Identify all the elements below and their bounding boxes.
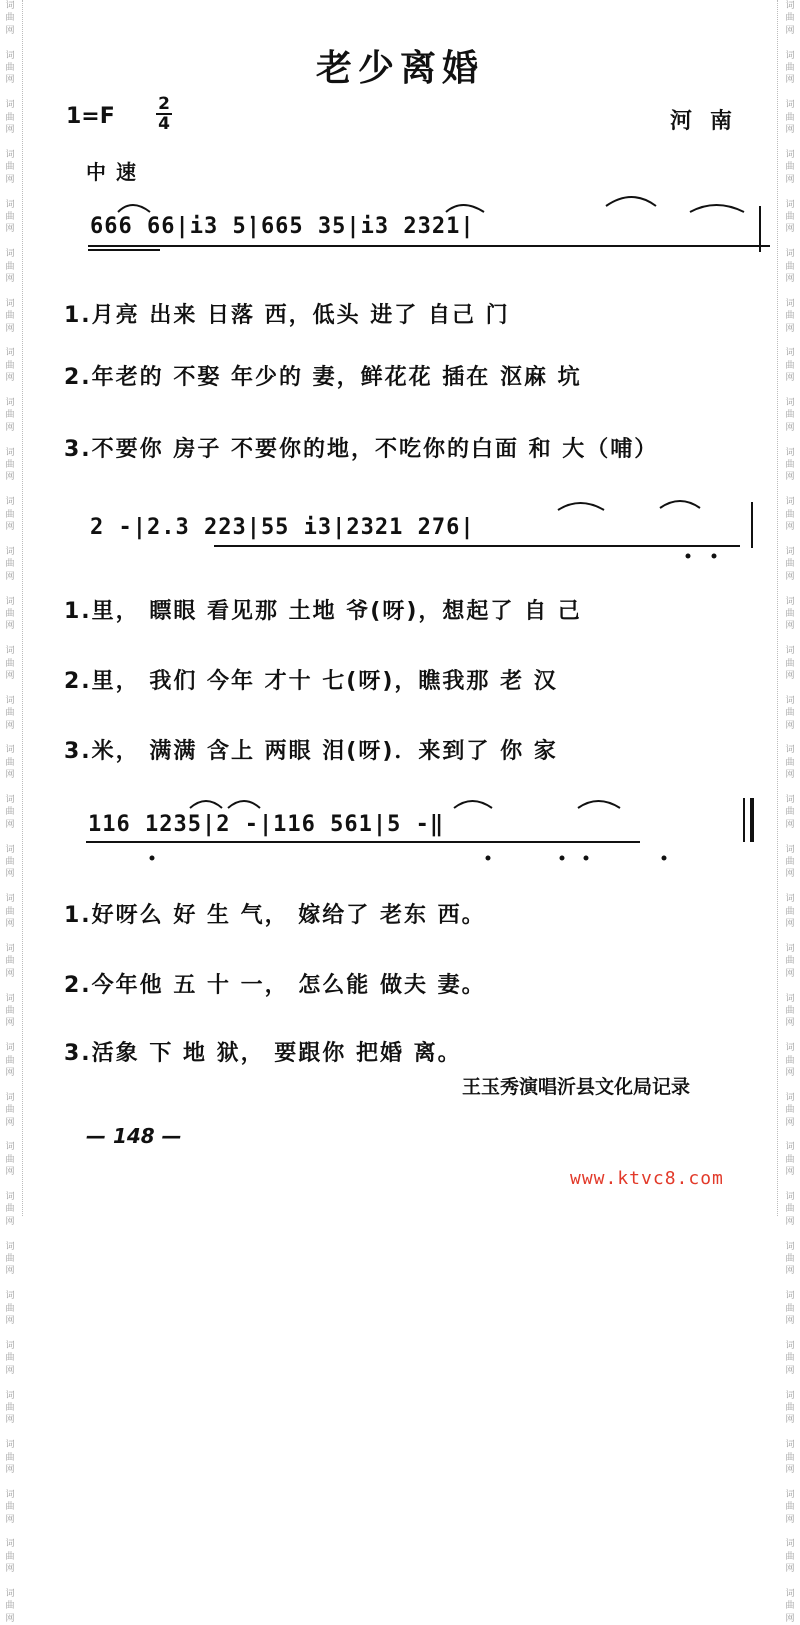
song-title: 老少离婚: [315, 48, 484, 89]
slur: [118, 205, 150, 212]
lyric-line: 1.月亮 出来 日落 西，低头 进了 自己 门: [64, 303, 510, 328]
tempo-marking: 中速: [86, 160, 146, 184]
key-signature: 1=F: [66, 104, 115, 129]
time-signature-bottom: 4: [158, 114, 170, 134]
low-octave-dot: [486, 856, 491, 861]
slur: [578, 801, 620, 808]
slur: [690, 205, 744, 212]
low-octave-dot: [150, 856, 155, 861]
lyric-line: 2.里， 我们 今年 才十 七(呀)，瞧我那 老 汉: [64, 669, 558, 694]
slur: [660, 501, 700, 508]
notation-row-3: 116 1235|2 -|116 561|5 -‖: [88, 812, 445, 837]
slur: [558, 503, 604, 510]
side-watermark-right: 词 曲 网 词 曲 网 词 曲 网 词 曲 网 词 曲 网 词 曲 网 词 曲 网 词 曲 网 词 曲 网 词 曲 网 词 曲 网 词 曲 网 词 曲 网 词 曲 网 词 曲 网 词 曲 网 词 曲 网 词 曲 网 词 曲 网 词 曲 网 词 曲 网 词 曲 网 词 曲 网 词 曲 网 词 曲 网 词 曲 网 词 曲 网 词 曲 网 词 曲 网 词 曲 网 词 曲 网 词 曲 网 词 曲 网: [785, 1, 795, 1624]
lyric-line: 3.不要你 房子 不要你的地，不吃你的白面 和 大（哺）: [64, 437, 659, 462]
lyric-line: 2.年老的 不娶 年少的 妻，鲜花花 插在 沤麻 坑: [64, 365, 582, 390]
slur: [446, 205, 484, 212]
slur: [606, 197, 656, 206]
lyric-line: 1.里， 瞟眼 看见那 土地 爷(呀)，想起了 自 己: [64, 599, 582, 624]
song-origin: 河南: [670, 109, 751, 134]
notation-row-2: 2 -|2.3 223|55 i3|2321 276|: [90, 515, 475, 540]
time-signature-top: 2: [158, 94, 170, 114]
page-number: — 148 —: [86, 1124, 182, 1148]
credit-line: 王玉秀演唱沂县文化局记录: [462, 1076, 691, 1098]
slur: [454, 801, 492, 808]
slur: [228, 801, 260, 808]
slur: [190, 801, 222, 808]
site-watermark: www.ktvc8.com: [570, 1168, 724, 1189]
low-octave-dot: [712, 554, 717, 559]
notation-row-1: 666 66|i3 5̇|665 35|i3 2321|: [90, 214, 475, 239]
low-octave-dot: [584, 856, 589, 861]
lyric-line: 3.活象 下 地 狱， 要跟你 把婚 离。: [64, 1041, 462, 1066]
lyric-line: 1.好呀么 好 生 气， 嫁给了 老东 西。: [64, 903, 486, 928]
low-octave-dot: [560, 856, 565, 861]
low-octave-dot: [662, 856, 667, 861]
lyric-line: 3.米， 满满 含上 两眼 泪(呀)．来到了 你 家: [64, 739, 558, 764]
low-octave-dot: [686, 554, 691, 559]
side-watermark-left: 词 曲 网 词 曲 网 词 曲 网 词 曲 网 词 曲 网 词 曲 网 词 曲 网 词 曲 网 词 曲 网 词 曲 网 词 曲 网 词 曲 网 词 曲 网 词 曲 网 词 曲 网 词 曲 网 词 曲 网 词 曲 网 词 曲 网 词 曲 网 词 曲 网 词 曲 网 词 曲 网 词 曲 网 词 曲 网 词 曲 网 词 曲 网 词 曲 网 词 曲 网 词 曲 网 词 曲 网 词 曲 网 词 曲 网: [5, 1, 15, 1624]
lyric-line: 2.今年他 五 十 一， 怎么能 做夫 妻。: [64, 973, 486, 998]
